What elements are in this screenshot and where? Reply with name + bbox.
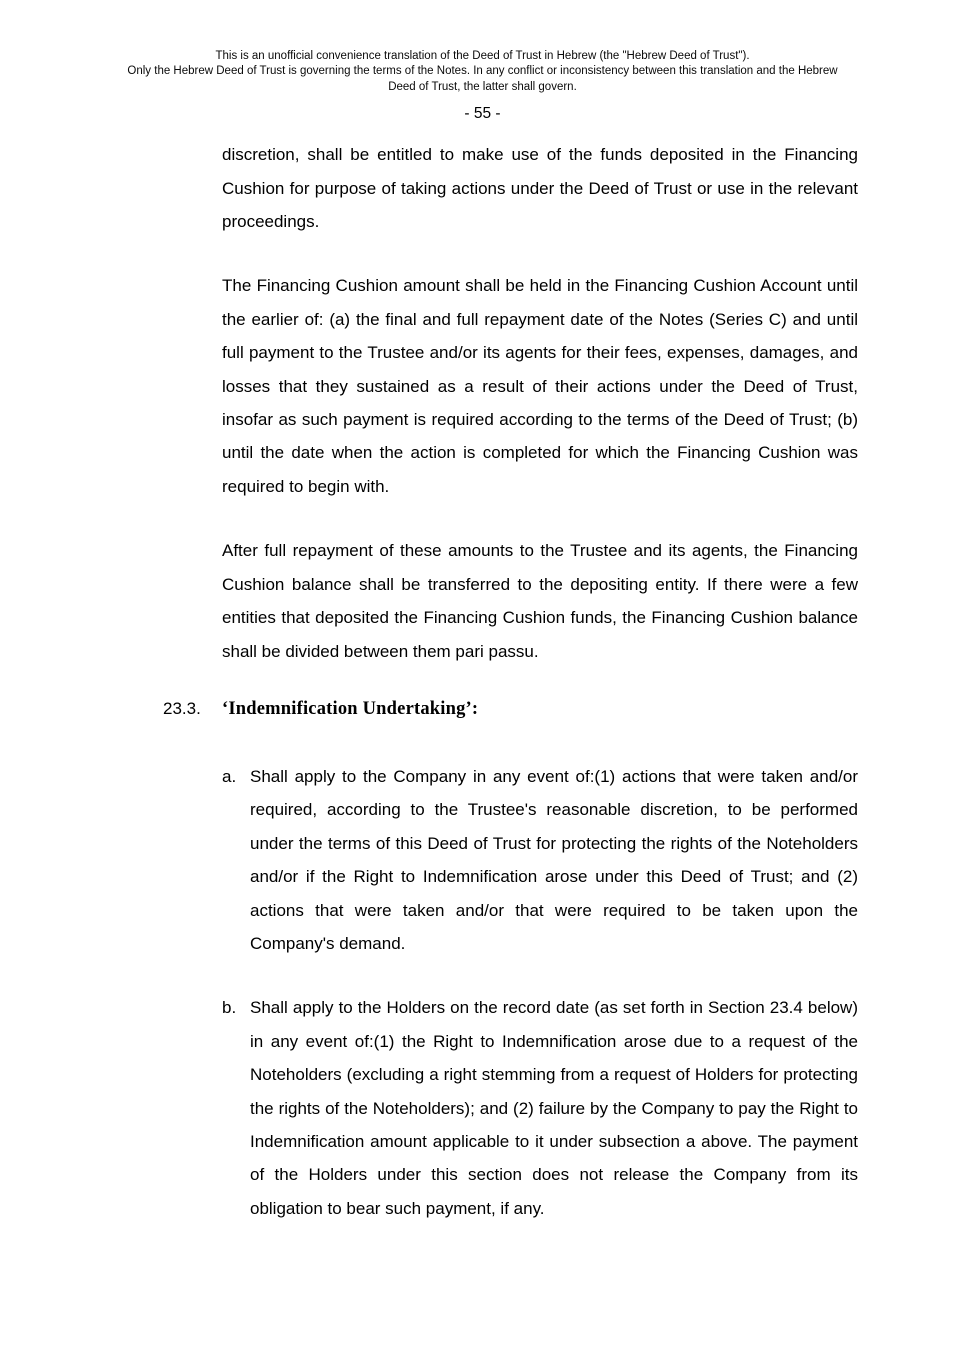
disclaimer-line: Only the Hebrew Deed of Trust is governing the terms of the Notes. In any conflict or inconsistency between this translation and the Hebrew — [127, 65, 838, 78]
list-item-a — [222, 760, 858, 960]
paragraph-after-full-repayment: After full repayment of these amounts to the Trustee and its agents, the Financing Cushion balance shall be transferred to the depositing entity. If there were a few entities that deposited the Financing Cushion funds, the Financing Cushion balance shall be divided between them pari passu. — [222, 541, 858, 661]
list-item-b — [222, 991, 858, 1225]
spacer — [0, 123, 965, 138]
list-marker-a: a. — [222, 766, 237, 786]
list-item-a-text: Shall apply to the Company in any event of:(1) actions that were taken and/or required, according to the Trustee's reasonable discretion, to be performed under the terms of this Deed of Trust for protecting the rights of the Noteholders and/or if the Right to Indemnification arose under this Deed of Trust; and (2) actions that were taken and/or that were required to be taken upon the Company's demand. — [250, 766, 858, 953]
list-marker-b: b. — [222, 998, 237, 1018]
section-number: 23.3. — [163, 698, 201, 718]
section-heading-23-3 — [163, 699, 858, 720]
section-title: ‘Indemnification Undertaking’: — [222, 698, 479, 719]
header-disclaimer — [0, 0, 965, 95]
list-item-b-text: Shall apply to the Holders on the record date (as set forth in Section 23.4 below) in any event of:(1) the Right to Indemnification arose due to a request of the Noteholders (excluding a right stemming from a request of Holders for protecting the rights of the Noteholders); and (2) failure by the Company to pay the Right to Indemnification amount applicable to it under subsection a above. The payment of the Holders under this section does not release the Company from its obligation to bear such payment, if any. — [250, 998, 858, 1218]
disclaimer-line: Deed of Trust, the latter shall govern. — [388, 80, 577, 93]
disclaimer-line: This is an unofficial convenience translation of the Deed of Trust in Hebrew (the "Hebrew Deed of Trust"). — [215, 50, 750, 62]
paragraph-discretion: discretion, shall be entitled to make use of the funds deposited in the Financing Cushion for purpose of taking actions under the Deed of Trust or use in the relevant proceedings. — [222, 145, 858, 232]
page-number: - 55 - — [464, 105, 501, 123]
paragraph-financing-cushion-account: The Financing Cushion amount shall be held in the Financing Cushion Account until the earlier of: (a) the final and full repayment date of the Notes (Series C) and until full payment to the Trustee and/or its agents for their fees, expenses, damages, and losses that they sustained as a result of their actions under the Deed of Trust, insofar as such payment is required according to the terms of the Deed of Trust; (b) until the date when the action is completed for which the Financing Cushion was required to begin with. — [222, 276, 858, 496]
